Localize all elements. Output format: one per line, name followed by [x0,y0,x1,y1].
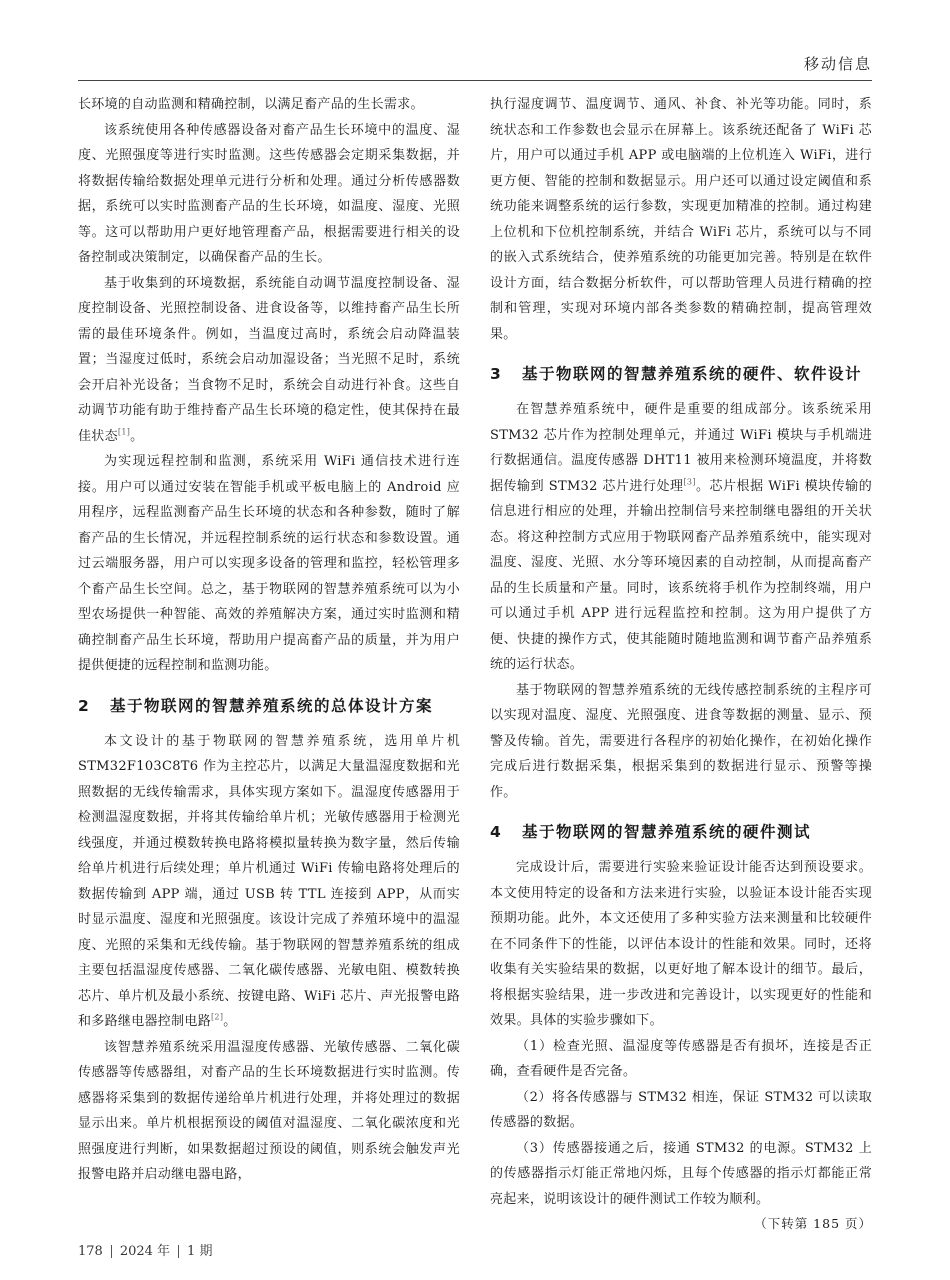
divider [178,1245,179,1258]
page-header [78,40,872,81]
paragraph: 为实现远程控制和监测，系统采用 WiFi 通信技术进行连接。用户可以通过安装在智能手机或平板电脑上的 Android 应用程序，远程监测畜产品生长环境的状态和各种参数，随时了解畜产品的生长情况，并远程控制系统的运行状态和参数设置。通过云端服务器，用户可以实现多设备的管理和监控，轻松管理多个畜产品生长空间。总之，基于物联网的智慧养殖系统可以为小型农场提供一种智能、高效的养殖解决方案，通过实时监测和精确控制畜产品生长环境，帮助用户提高畜产品的质量，并为用户提供便捷的远程控制和监测功能。 [78,454,460,673]
section-heading-2 [78,693,460,719]
divider [111,1245,112,1258]
paragraph: 基于收集到的环境数据，系统能自动调节温度控制设备、湿度控制设备、光照控制设备、进食设备等，以维持畜产品生长所需的最佳环境条件。例如，当温度过高时，系统会启动降温装置；当湿度过低时，系统会启动加湿设备；当光照不足时，系统会开启补光设备；当食物不足时，系统会自动进行补食。这些自动调节功能有助于维持畜产品生长环境的稳定性，使其保持在最佳状态[1]。 [78,275,460,444]
page-footer [78,1240,212,1259]
page-number: 178 [78,1244,103,1259]
section-title: 基于物联网的智慧养殖系统的总体设计方案 [110,696,434,715]
paragraph: 该系统使用各种传感器设备对畜产品生长环境中的温度、湿度、光照强度等进行实时监测。这些传感器会定期采集数据，并将数据传输给数据处理单元进行分析和处理。通过分析传感器数据，系统可以实时监测畜产品的生长环境，如温度、湿度、光照等。这可以帮助用户更好地管理畜产品，根据需要进行相关的设备控制或决策制定，以确保畜产品的生长。 [78,122,460,265]
section-title: 基于物联网的智慧养殖系统的硬件、软件设计 [522,365,863,383]
citation-ref: [2] [211,1012,224,1022]
paragraph: 基于物联网的智慧养殖系统的无线传感控制系统的主程序可以实现对温度、湿度、光照强度、进食等数据的测量、显示、预警及传输。首先，需要进行各程序的初始化操作，在初始化操作完成后进行数据采集，根据采集到的数据进行显示、预警等操作。 [490,682,872,800]
section-title: 基于物联网的智慧养殖系统的硬件测试 [522,823,812,841]
year: 2024 年 [119,1244,171,1259]
continued-note: （下转第 185 页） [754,1216,872,1231]
section-heading-4 [490,819,872,845]
paragraph: 完成设计后，需要进行实验来验证设计能否达到预设要求。本文使用特定的设备和方法来进行实验，以验证本设计能否实现预期功能。此外，本文还使用了多种实验方法来测量和比较硬件在不同条件下的性能，以评估本设计的性能和效果。同时，还将收集有关实验结果的数据，以更好地了解本设计的细节。最后，将根据实验结果，进一步改进和完善设计，以实现更好的性能和效果。具体的实验步骤如下。 [490,860,872,1028]
section-number: 2 [78,696,91,715]
citation-ref: [1] [117,427,131,437]
journal-name: 移动信息 [803,55,872,73]
citation-ref: [3] [683,477,696,487]
section-number: 4 [490,823,503,841]
paragraph: （3）传感器接通之后，接通 STM32 的电源。STM32 上的传感器指示灯能正常地闪烁，且每个传感器的指示灯都能正常亮起来，说明该设计的硬件测试工作较为顺利。 [490,1140,872,1207]
paragraph: 该智慧养殖系统采用温湿度传感器、光敏传感器、二氧化碳传感器等传感器组，对畜产品的生长环境数据进行实时监测。传感器将采集到的数据传递给单片机进行处理，并将处理过的数据显示出来。单片机根据预设的阈值对温湿度、二氧化碳浓度和光照强度进行判断，如果数据超过预设的阈值，则系统会触发声光报警电路并启动继电器电路， [78,1039,460,1182]
paragraph: （2）将各传感器与 STM32 相连，保证 STM32 可以读取传感器的数据。 [490,1089,872,1130]
paragraph: 长环境的自动监测和精确控制，以满足畜产品的生长需求。 [78,97,424,112]
left-column [78,92,460,1188]
section-heading-3 [490,361,872,387]
right-column [490,92,872,1232]
section-number: 3 [490,365,503,383]
paragraph: 在智慧养殖系统中，硬件是重要的组成部分。该系统采用 STM32 芯片作为控制处理单元，并通过 WiFi 模块与手机端进行数据通信。温度传感器 DHT11 被用来检测环境温度，并将数据传输到 STM32 芯片进行处理[3]。芯片根据 WiFi 模块传输的信息进行相应的处理，并输出控制信号来控制继电器组的开关状态。将这种控制方式应用于物联网畜产品养殖系统中，能实现对温度、湿度、光照、水分等环境因素的自动控制，从而提高畜产品的生长质量和产量。同时，该系统将手机作为控制终端，用户可以通过手机 APP 进行远程监控和控制。这为用户提供了方便、快捷的操作方式，使其能随时随地监测和调节畜产品养殖系统的运行状态。 [490,402,872,672]
paragraph: 执行湿度调节、温度调节、通风、补食、补光等功能。同时，系统状态和工作参数也会显示在屏幕上。该系统还配备了 WiFi 芯片，用户可以通过手机 APP 或电脑端的上位机连入 WiFi，进行更方便、智能的控制和数据显示。用户还可以通过设定阈值和系统功能来调整系统的运行参数，实现更加精准的控制。通过构建上位机和下位机控制系统，并结合 WiFi 芯片，系统可以与不同的嵌入式系统结合，使养殖系统的功能更加完善。特别是在软件设计方面，结合数据分析软件，可以帮助管理人员进行精确的控制和管理，实现对环境内部各类参数的精确控制，提高管理效果。 [490,97,872,342]
issue: 1 期 [187,1244,213,1259]
paragraph: （1）检查光照、温湿度等传感器是否有损坏，连接是否正确，查看硬件是否完备。 [490,1038,872,1079]
paragraph: 本文设计的基于物联网的智慧养殖系统，选用单片机 STM32F103C8T6 作为主控芯片，以满足大量温湿度数据和光照数据的无线传输需求，具体实现方案如下。温湿度传感器用于检测温湿度数据，并将其传输给单片机；光敏传感器用于检测光线强度，并通过模数转换电路将模拟量转换为数字量，然后传输给单片机进行后续处理；单片机通过 WiFi 传输电路将处理后的数据传输到 APP 端，通过 USB 转 TTL 连接到 APP，从而实时显示温度、湿度和光照强度。该设计完成了养殖环境中的温湿度、光照的采集和无线传输。基于物联网的智慧养殖系统的组成主要包括温湿度传感器、二氧化碳传感器、光敏电阻、模数转换芯片、单片机及最小系统、按键电路、WiFi 芯片、声光报警电路和多路继电器控制电路[2]。 [78,733,460,1029]
